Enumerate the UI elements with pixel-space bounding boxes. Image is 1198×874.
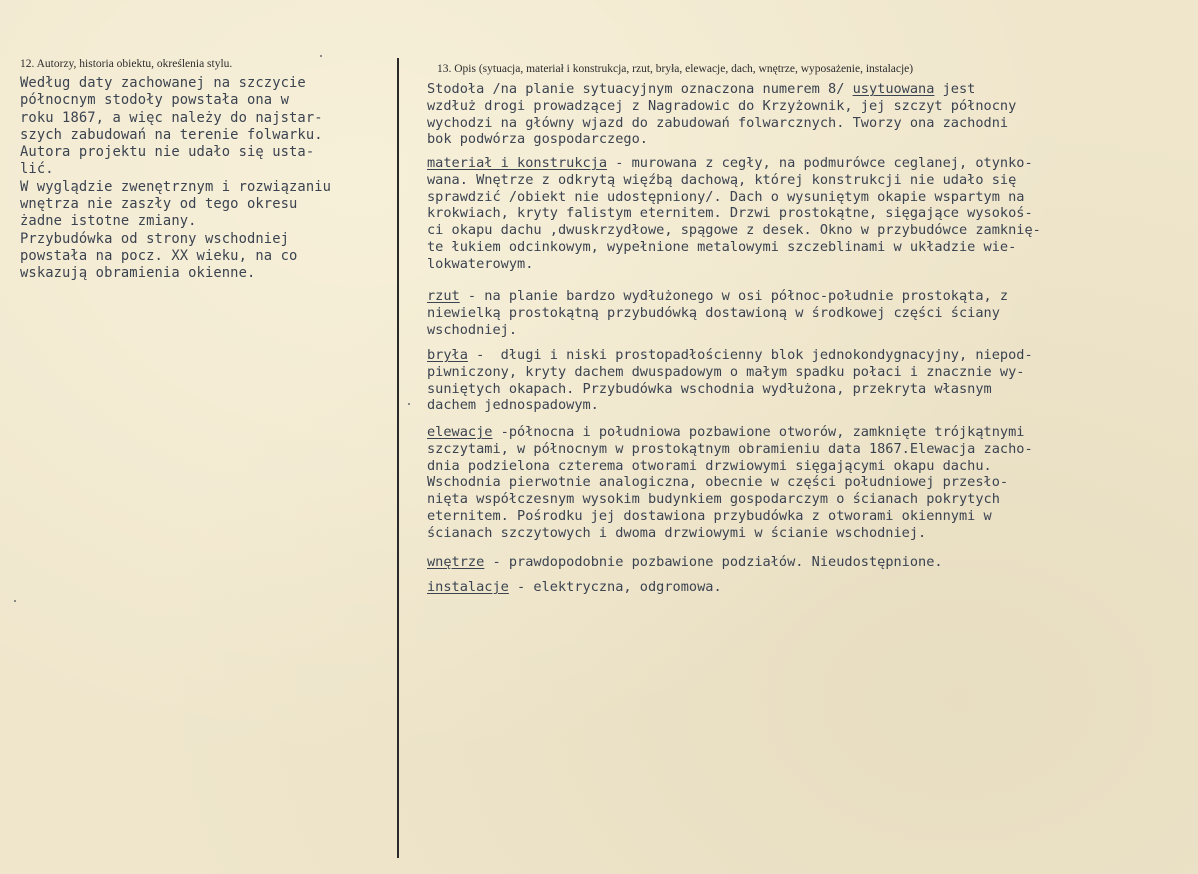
text-line: szczytami, w północnym w prostokątnym obramieniu data 1867.Elewacja zacho- xyxy=(427,440,1033,457)
text-line: powstała na pocz. XX wieku, na co xyxy=(20,247,298,264)
keyword-bryla: bryła xyxy=(427,347,468,363)
paper-speck xyxy=(14,600,16,602)
keyword-elewacje: elewacje xyxy=(427,424,493,440)
text-line: dnia podzielona czterema otworami drzwiowymi sięgającymi okapu dachu. xyxy=(427,457,992,474)
paper-speck xyxy=(320,55,322,57)
text-line: suniętych okapach. Przybudówka wschodnia wydłużona, przekryta własnym xyxy=(427,380,992,397)
text-line: wschodniej. xyxy=(427,321,518,338)
text-line: W wyglądzie zwenętrznym i rozwiązaniu xyxy=(20,178,332,195)
text-line: niewielką prostokątną przybudówką dostawioną w środkowej części ściany xyxy=(427,304,1000,321)
text-line: sprawdzić /obiekt nie udostępniony/. Dach o wysuniętym okapie wspartym na xyxy=(427,188,1025,205)
text-line: krokwiach, kryty falistym eternitem. Drzwi prostokątne, sięgające wysokoś- xyxy=(427,205,1033,222)
text-line: żadne istotne zmiany. xyxy=(20,213,197,230)
text-line: eternitem. Pośrodku jej dostawiona przybudówka z otworami okiennymi w xyxy=(427,507,992,524)
section-12-header: 12. Autorzy, historia obiektu, określenia stylu. xyxy=(20,58,233,70)
paper-speck xyxy=(408,403,410,405)
text-line: instalacje - elektryczna, odgromowa. xyxy=(427,579,722,595)
text-line: piwniczony, kryty dachem dwuspadowym o małym spadku połaci i znacznie wy- xyxy=(427,363,1025,380)
text-line: północnym stodoły powstała ona w xyxy=(20,92,290,109)
text-line: wychodzi na główny wjazd do zabudowań folwarcznych. Tworzy ona zachodni xyxy=(427,114,1009,131)
text-line: elewacje -północna i południowa pozbawione otworów, zamknięte trójkątnymi xyxy=(427,424,1025,440)
text-line: nięta współczesnym wysokim budynkiem gospodarczym o ścianach pokrytych xyxy=(427,491,1000,508)
text-line: Stodoła /na planie sytuacyjnym oznaczona numerem 8/ usytuowana jest xyxy=(427,81,976,97)
text-line: wnętrze - prawdopodobnie pozbawione podziałów. Nieudostępnione. xyxy=(427,554,943,570)
text-line: Przybudówka od strony wschodniej xyxy=(20,230,290,247)
text-line: Autora projektu nie udało się usta- xyxy=(20,144,315,161)
text-line: te łukiem odcinkowym, wypełnione metalowymi szczeblinami w układzie wie- xyxy=(427,238,1017,255)
text-line: ci okapu dachu ,dwuskrzydłowe, spągowe z desek. Okno w przybudówce zamknię- xyxy=(427,222,1041,239)
text-line: wskazują obramienia okienne. xyxy=(20,265,256,282)
text-line: szych zabudowań na terenie folwarku. xyxy=(20,126,323,143)
keyword-wnetrze: wnętrze xyxy=(427,554,485,570)
text-line: rzut - na planie bardzo wydłużonego w osi północ-południe prostokąta, z xyxy=(427,288,1009,304)
text-line: lić. xyxy=(20,161,54,178)
instalacje-paragraph xyxy=(427,579,722,596)
text-line: ścianach szczytowych i dwoma drzwiowymi w ścianie wschodniej. xyxy=(427,524,927,541)
section-13-header: 13. Opis (sytuacja, materiał i konstrukcja, rzut, bryła, elewacje, dach, wnętrze, wyposażenie, instalacje) xyxy=(437,63,914,75)
keyword-rzut: rzut xyxy=(427,288,460,304)
text-line: Wschodnia pierwotnie analogiczna, obecnie w części południowej przesło- xyxy=(427,474,1009,491)
text-line: lokwaterowym. xyxy=(427,255,534,272)
text-line: bok podwórza gospodarczego. xyxy=(427,131,648,148)
history-text xyxy=(20,75,331,283)
text-line: bryła - długi i niski prostopadłościenny blok jednokondygnacyjny, niepod- xyxy=(427,347,1033,363)
text-line: wana. Wnętrze z odkrytą więźbą dachową, której konstrukcji nie udało się xyxy=(427,171,1017,188)
text-line: wzdłuż drogi prowadzącej z Nagradowic do Krzyżownik, jej szczyt północny xyxy=(427,97,1017,114)
keyword-usytuowana: usytuowana xyxy=(852,81,935,97)
rzut-paragraph xyxy=(427,288,1008,338)
intro-paragraph xyxy=(427,81,1016,148)
text-line: roku 1867, a więc należy do najstar- xyxy=(20,109,323,126)
keyword-material: materiał i konstrukcja xyxy=(427,155,608,171)
text-line: Według daty zachowanej na szczycie xyxy=(20,75,306,91)
material-paragraph xyxy=(427,155,1041,273)
text-line: dachem jednospadowym. xyxy=(427,397,599,414)
text-line: materiał i konstrukcja - murowana z cegły, na podmurówce ceglanej, otynko- xyxy=(427,155,1033,171)
column-divider xyxy=(397,58,399,858)
bryla-paragraph xyxy=(427,347,1033,414)
keyword-instalacje: instalacje xyxy=(427,579,509,595)
elewacje-paragraph xyxy=(427,424,1033,542)
text-line: wnętrza nie zaszły od tego okresu xyxy=(20,196,298,213)
wnetrze-paragraph xyxy=(427,554,943,571)
